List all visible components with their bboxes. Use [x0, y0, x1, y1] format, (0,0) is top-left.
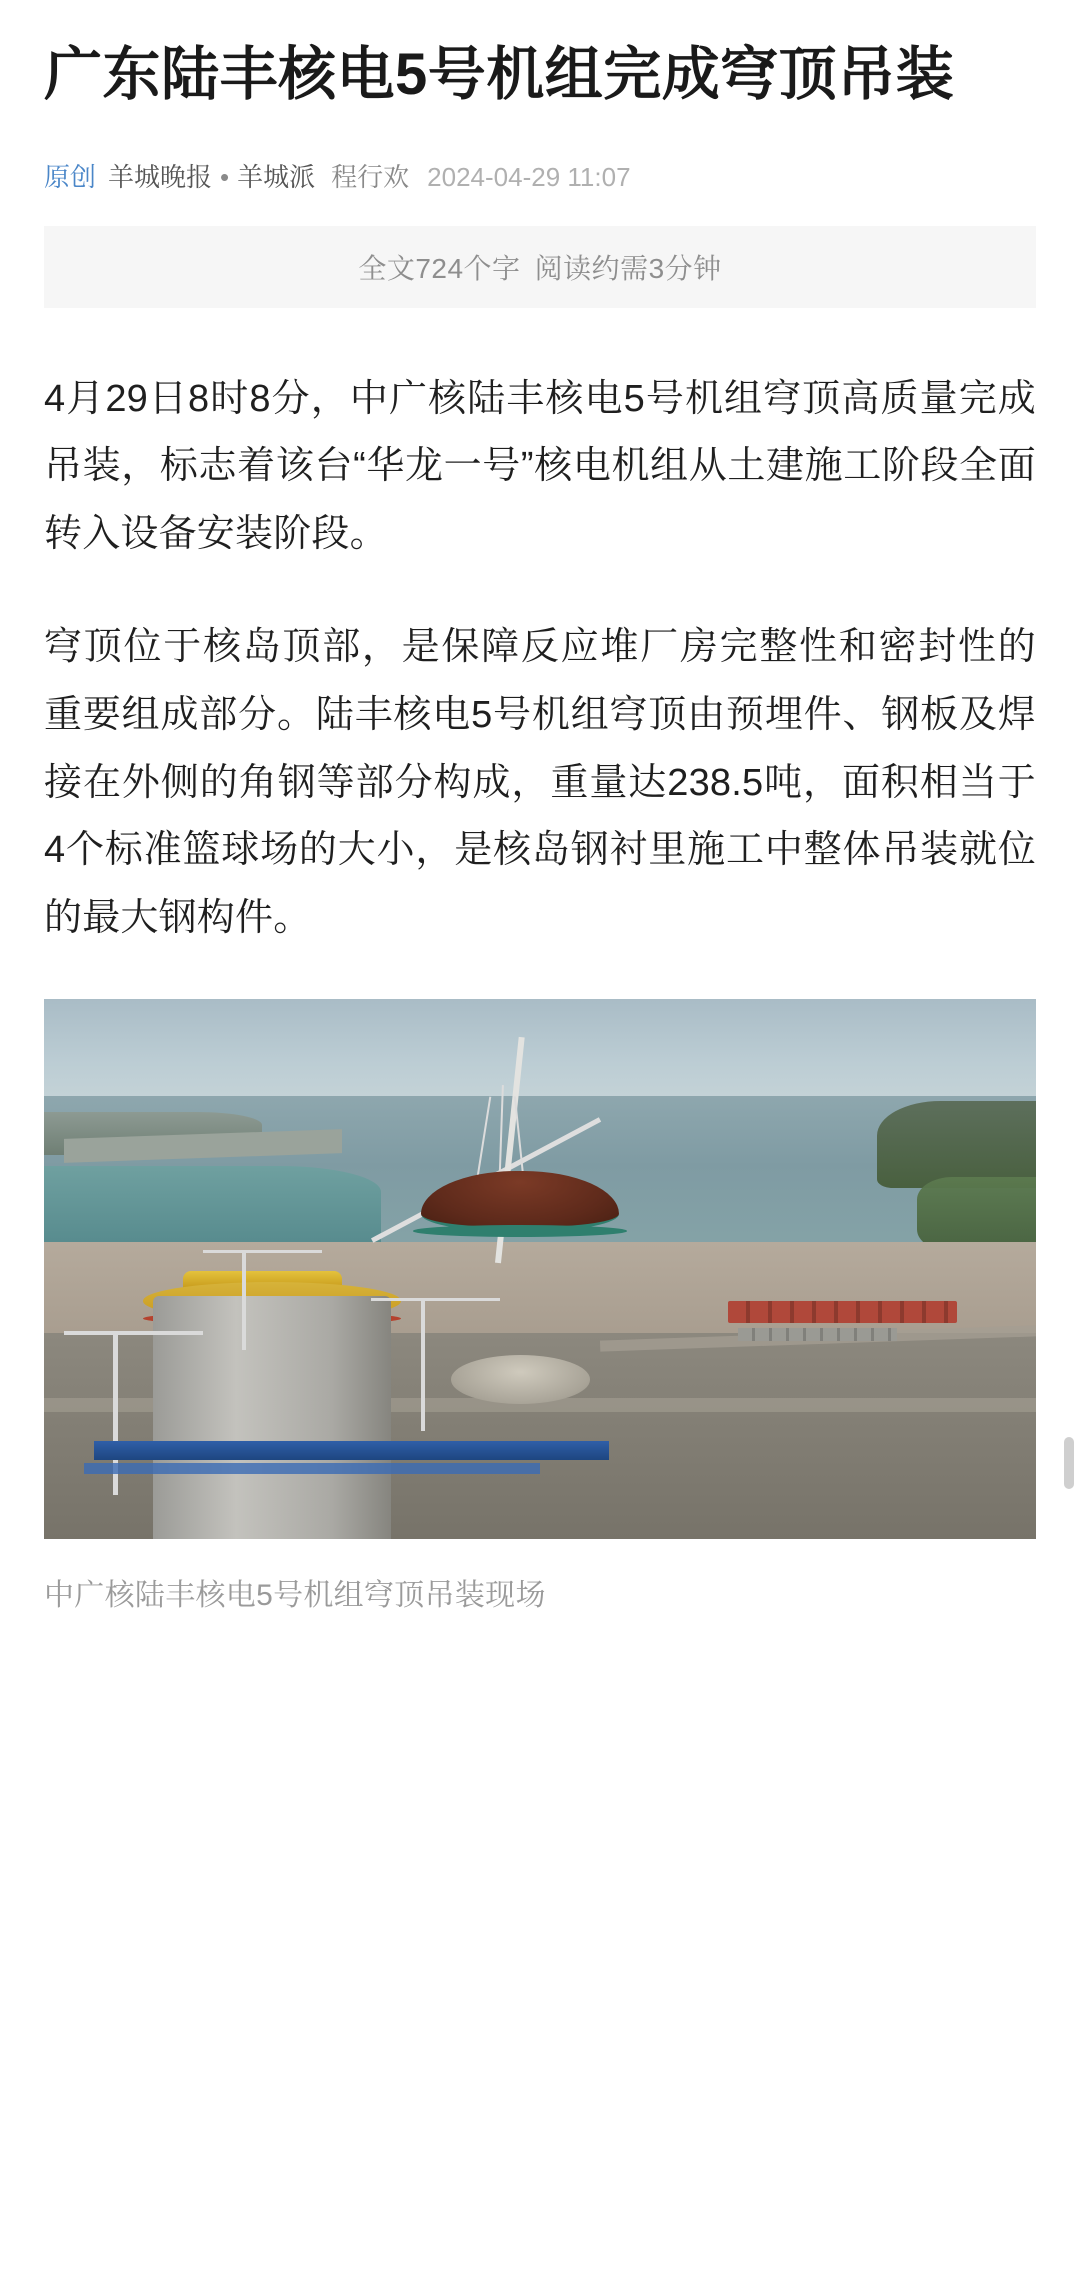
photo-foundation-ring — [451, 1355, 590, 1404]
original-badge: 原创 — [44, 162, 97, 193]
page-title: 广东陆丰核电5号机组完成穹顶吊装 — [44, 42, 955, 107]
byline-separator: • — [220, 162, 230, 193]
source-name: 羊城晚报 — [108, 162, 213, 193]
photo-sky — [44, 999, 1036, 1107]
photo-gantry-beam-2 — [84, 1463, 540, 1474]
publish-datetime: 2024-04-29 11:07 — [427, 162, 631, 193]
photo-headland-right — [877, 1101, 1036, 1187]
figure-caption: 中广核陆丰核电5号机组穹顶吊装现场 — [44, 1578, 546, 1612]
photo-tower-crane-jib — [203, 1250, 322, 1253]
read-meta-bar — [44, 226, 1036, 308]
photo-lagoon — [44, 1166, 381, 1252]
paragraph: 穹顶位于核岛顶部，是保障反应堆厂房完整性和密封性的重要组成部分。陆丰核电5号机组穹顶由预埋件、钢板及焊接在外侧的角钢等部分构成，重量达238.5吨，面积相当于4个标准篮球场的大小，是核岛钢衬里施工中整体吊装就位的最大钢构件。 — [44, 626, 1036, 939]
channel-name: 羊城派 — [237, 162, 316, 193]
photo-container-row-2 — [738, 1328, 897, 1342]
photo-container-row — [728, 1301, 956, 1323]
photo-gantry-beam — [94, 1441, 610, 1460]
word-count: 全文724个字 — [358, 252, 521, 284]
author-name: 程行欢 — [331, 162, 410, 193]
paragraph: 4月29日8时8分，中广核陆丰核电5号机组穹顶高质量完成吊装，标志着该台“华龙一号”核电机组从土建施工阶段全面转入设备安装阶段。 — [44, 377, 1036, 555]
photo-tower-crane-jib — [371, 1298, 500, 1301]
article-body — [44, 366, 1036, 953]
read-time: 阅读约需3分钟 — [534, 252, 722, 284]
article-photo — [44, 999, 1036, 1539]
article-figure — [44, 999, 1036, 1618]
byline — [44, 159, 1036, 195]
photo-tower-crane-mast — [242, 1252, 246, 1349]
photo-tower-crane-mast — [421, 1301, 425, 1431]
scrollbar-thumb[interactable] — [1064, 1437, 1074, 1489]
photo-tower-crane-jib — [64, 1331, 203, 1335]
